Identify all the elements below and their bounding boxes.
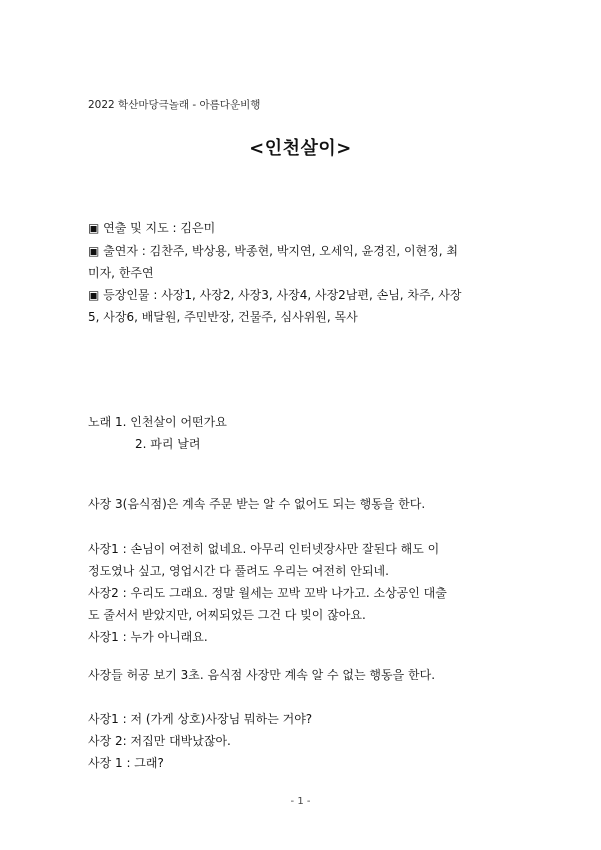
director-credit: ▣ 연출 및 지도 : 김은미 — [88, 221, 216, 235]
play-title: <인천살이> — [249, 138, 352, 159]
dialogue-line: 사장1 : 손님이 여전히 없네요. 아무리 인터넷장사만 잘된다 해도 이 — [88, 542, 440, 556]
dialogue-line: 사장1 : 누가 아니래요. — [88, 630, 208, 644]
characters-line1: ▣ 등장인물 : 사장1, 사장2, 사장3, 사장4, 사장2남편, 손님, 차주, 사장 — [88, 288, 462, 302]
song-item-1: 노래 1. 인천살이 어떤가요 — [88, 415, 227, 429]
stage-direction: 사장들 허공 보기 3초. 음식점 사장만 계속 알 수 없는 행동을 한다. — [88, 668, 436, 682]
cast-credit-line2: 미자, 한주연 — [88, 266, 154, 280]
song-item-2: 2. 파리 날려 — [135, 437, 201, 451]
dialogue-line: 사장 1 : 그래? — [88, 756, 164, 770]
dialogue-line: 사장1 : 저 (가게 상호)사장님 뭐하는 거야? — [88, 712, 313, 726]
production-header: 2022 학산마당극놀래 - 아름다운비행 — [88, 99, 261, 111]
dialogue-line: 사장 2: 저집만 대박났잖아. — [88, 734, 231, 748]
stage-direction: 사장 3(음식점)은 계속 주문 받는 알 수 없어도 되는 행동을 한다. — [88, 497, 426, 511]
characters-line2: 5, 사장6, 배달원, 주민반장, 건물주, 심사위원, 목사 — [88, 310, 358, 324]
cast-credit-line1: ▣ 출연자 : 김찬주, 박상용, 박종현, 박지연, 오세익, 윤경진, 이현정, 최 — [88, 244, 459, 258]
page-number: - 1 - — [290, 796, 311, 807]
dialogue-line: 사장2 : 우리도 그래요. 정말 월세는 꼬박 꼬박 나가고. 소상공인 대출 — [88, 586, 447, 600]
dialogue-line: 정도였나 싶고, 영업시간 다 풀려도 우리는 여전히 안되네. — [88, 564, 389, 578]
dialogue-line: 도 줄서서 받았지만, 어찌되었든 그건 다 빚이 잖아요. — [88, 608, 366, 622]
